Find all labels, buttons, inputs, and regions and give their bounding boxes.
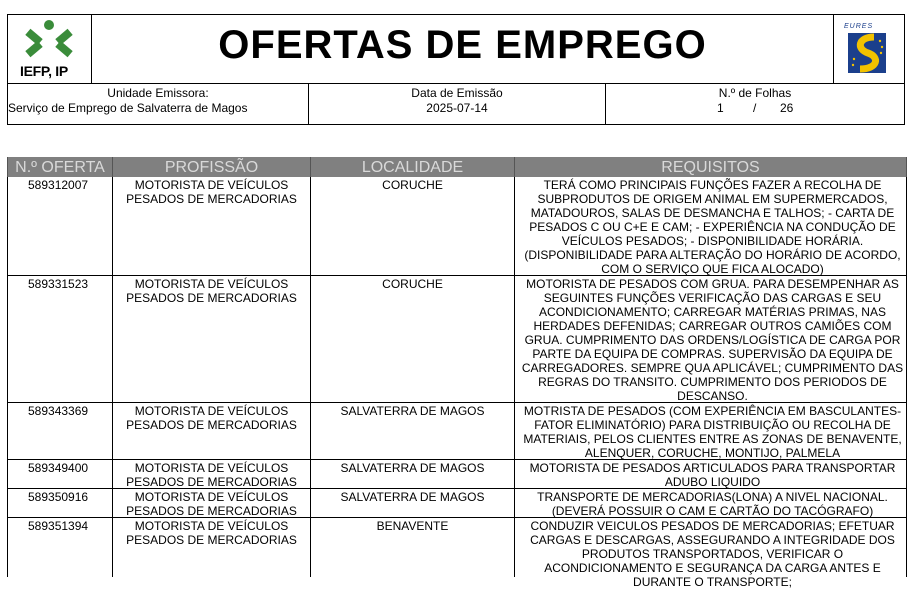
oferta-id: 589351394	[28, 519, 89, 533]
header-info-band	[8, 84, 904, 125]
eures-logo	[833, 15, 904, 83]
table-row	[7, 518, 907, 589]
localidade: SALVATERRA DE MAGOS	[340, 490, 485, 504]
table-row	[7, 403, 907, 460]
requisitos: TERÁ COMO PRINCIPAIS FUNÇÕES FAZER A RECOLHA DE SUBPRODUTOS DE ORIGEM ANIMAL EM SUPERMERCADOS, MATADOUROS, SALAS DE DESMANCHA E TALHOS; - CARTA DE PESADOS C OU C+E E CAM; - EXPERIÊNCIA NA CONDUÇÃO DE VEÍCULOS PESADOS; - DISPONIBILIDADE HORÁRIA.(DISPONIBILIDADE PARA ALTERAÇÃO DO HORÁRIO DE ACORDO, COM O SERVIÇO QUE FICA ALOCADO)	[524, 178, 901, 276]
folhas-label: N.º de Folhas	[718, 86, 792, 100]
column-header-localidade: LOCALIDADE	[311, 157, 515, 177]
table-row	[7, 489, 907, 518]
oferta-id: 589331523	[28, 277, 89, 291]
profissao: MOTORISTA DE VEÍCULOS PESADOS DE MERCADORIAS	[126, 178, 297, 206]
profissao: MOTORISTA DE VEÍCULOS PESADOS DE MERCADORIAS	[126, 461, 297, 489]
requisitos: MOTORISTA DE PESADOS ARTICULADOS PARA TRANSPORTAR ADUBO LIQUIDO	[529, 461, 896, 489]
document-header	[7, 14, 905, 125]
oferta-id: 589350916	[28, 490, 89, 504]
localidade: BENAVENTE	[376, 519, 449, 533]
localidade: CORUCHE	[382, 178, 443, 192]
folhas-total: 26	[780, 101, 794, 115]
table-row	[7, 460, 907, 489]
data-emissao-label: Data de Emissão	[411, 86, 503, 100]
oferta-id: 589312007	[28, 178, 89, 192]
column-header-requisitos: REQUISITOS	[515, 157, 907, 177]
data-emissao-cell	[309, 84, 606, 125]
requisitos: TRANSPORTE DE MERCADORIAS(LONA) A NIVEL NACIONAL. (DEVERÁ POSSUIR O CAM E CARTÃO DO TACÓGRAFO)	[537, 490, 888, 518]
table-row	[7, 177, 907, 276]
table-header	[7, 157, 907, 177]
oferta-id: 589349400	[28, 461, 89, 475]
column-header-profissao: PROFISSÃO	[113, 157, 311, 177]
requisitos: CONDUZIR VEICULOS PESADOS DE MERCADORIAS; EFETUAR CARGAS E DESCARGAS, ASSEGURANDO A INTEGRIDADE DOS PRODUTOS TRANSPORTADOS, VERIFICAR O ACONDICIONAMENTO E SEGURANÇA DA CARGA ANTES E DURANTE O TRANSPORTE;	[530, 519, 895, 589]
folhas-cell	[606, 84, 904, 125]
profissao: MOTORISTA DE VEÍCULOS PESADOS DE MERCADORIAS	[126, 404, 297, 432]
header-top-band	[8, 15, 904, 84]
localidade: SALVATERRA DE MAGOS	[340, 461, 485, 475]
table-row	[7, 276, 907, 403]
folha-separator: /	[753, 101, 757, 115]
eures-logo-text: EURES	[844, 23, 874, 30]
localidade: SALVATERRA DE MAGOS	[340, 404, 485, 418]
folha-atual: 1	[717, 101, 724, 115]
profissao: MOTORISTA DE VEÍCULOS PESADOS DE MERCADORIAS	[126, 277, 297, 305]
iefp-logo-text: IEFP, IP	[20, 63, 68, 79]
localidade: CORUCHE	[382, 277, 443, 291]
profissao: MOTORISTA DE VEÍCULOS PESADOS DE MERCADORIAS	[126, 519, 297, 547]
unidade-emissora-cell	[8, 84, 309, 125]
profissao: MOTORISTA DE VEÍCULOS PESADOS DE MERCADORIAS	[126, 490, 297, 518]
data-emissao-value: 2025-07-14	[426, 101, 488, 115]
column-header-oferta: N.º OFERTA	[7, 157, 113, 177]
unidade-emissora-value: Serviço de Emprego de Salvaterra de Magos	[8, 101, 248, 115]
unidade-emissora-label: Unidade Emissora:	[107, 86, 209, 100]
page-title: OFERTAS DE EMPREGO	[218, 23, 707, 67]
requisitos: MOTORISTA DE PESADOS COM GRUA. PARA DESEMPENHAR AS SEGUINTES FUNÇÕES VERIFICAÇÃO DAS CARGAS E SEU ACONDICIONAMENTO; CARREGAR MATÉRIAS PRIMAS, NAS HERDADES DEFENIDAS; CARREGAR OUTROS CAMIÕES COM GRUA. CUMPRIMENTO DAS ORDENS/LOGÍSTICA DE CARGA POR PARTE DA EQUIPA DE COMPRAS. SUPERVISÃO DA EQUIPA DE CARREGADORES. SEMPRE QUA APLICÁVEL; CUMPRIMENTO DAS REGRAS DO TRANSITO. CUMPRIMENTO DOS PERIODOS DE DESCANSO.	[521, 277, 904, 403]
requisitos: MOTRISTA DE PESADOS (COM EXPERIÊNCIA EM BASCULANTES-FATOR ELIMINATÓRIO) PARA DISTRIBUIÇÃO OU RECOLHA DE MATERIAIS, PELOS CLIENTES ENTRE AS ZONAS DE BENAVENTE, ALENQUER, CORUCHE, MONTIJO, PALMELA	[523, 404, 902, 460]
iefp-emblem-icon	[8, 15, 91, 65]
iefp-logo	[8, 15, 92, 83]
oferta-id: 589343369	[28, 404, 89, 418]
offers-table	[7, 157, 907, 589]
